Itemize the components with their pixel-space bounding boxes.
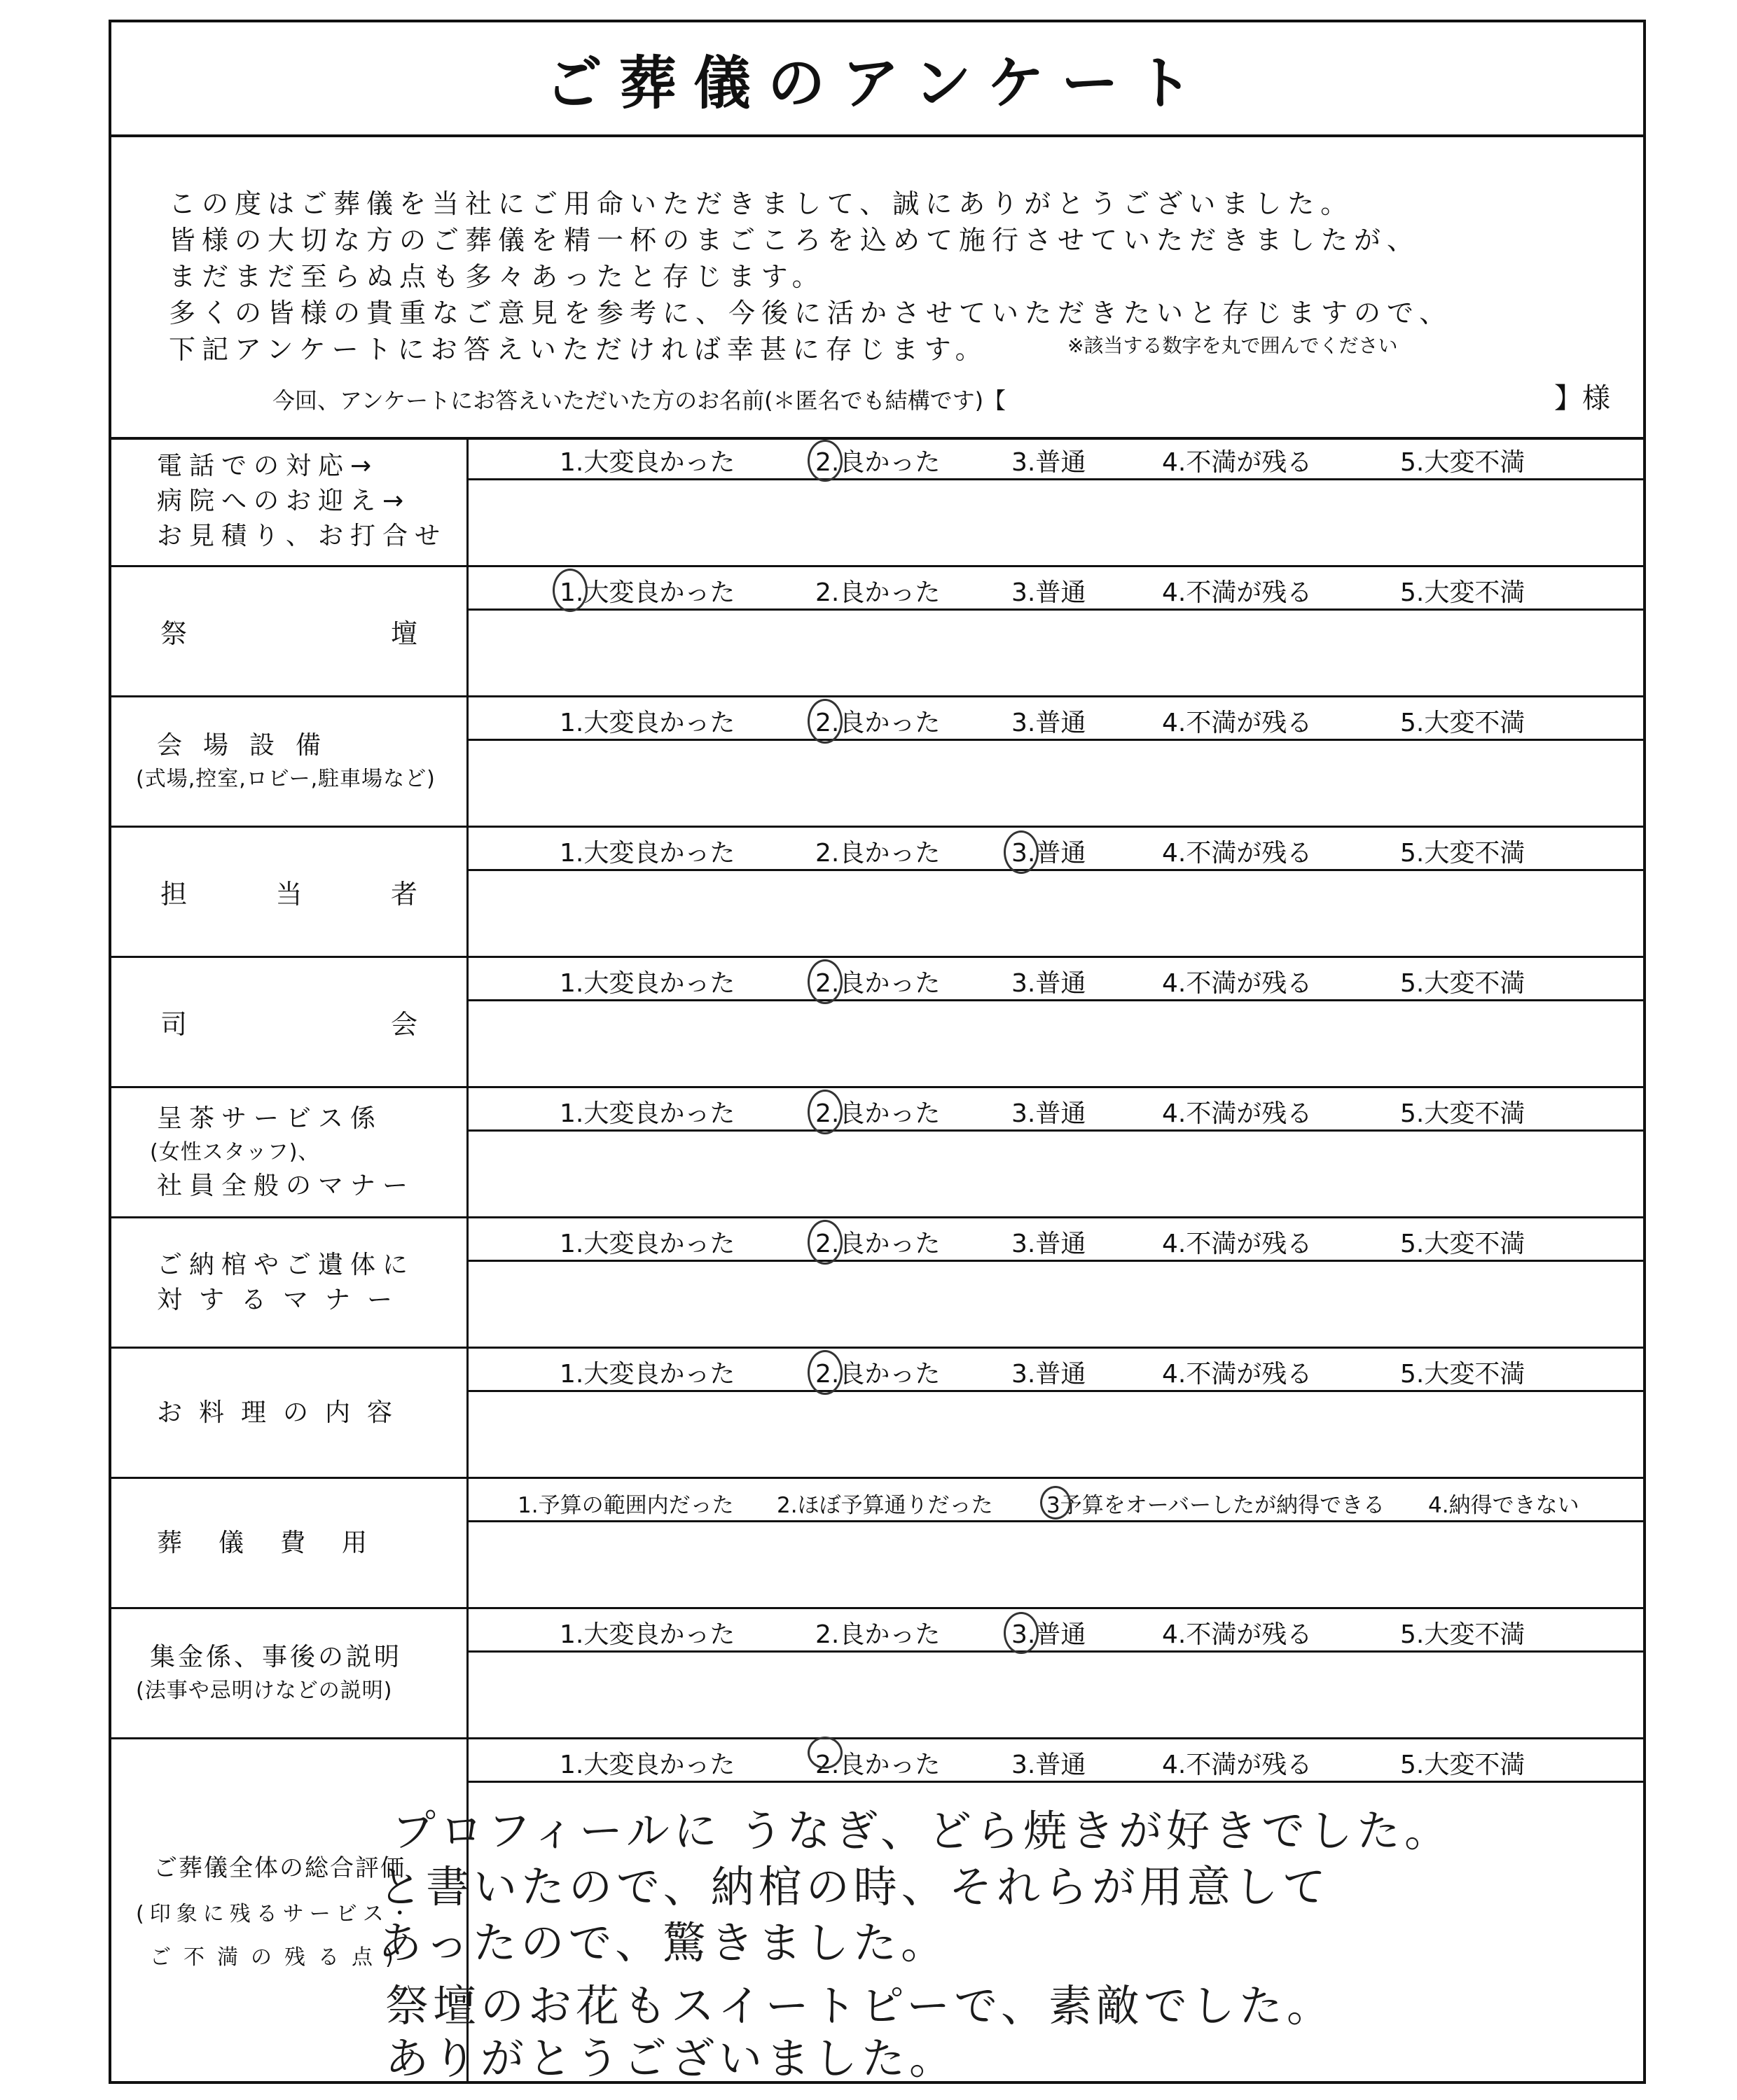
rating-options	[469, 958, 1643, 1001]
row-label-char: 祭	[160, 618, 188, 649]
row-label-line: お料理の内容	[157, 1398, 410, 1427]
rating-options	[469, 697, 1643, 741]
option-2[interactable]: 2.良かった	[815, 969, 941, 998]
option-4[interactable]: 4.不満が残る	[1162, 448, 1313, 477]
row-label-sub: (法事や忌明けなどの説明)	[136, 1678, 393, 1703]
row-label-char: 者	[390, 879, 417, 910]
option-4[interactable]: 4.不満が残る	[1162, 1751, 1313, 1779]
selected-circle	[1004, 1612, 1039, 1654]
survey-row-encoffining	[111, 1218, 1643, 1349]
option-2[interactable]: 2.良かった	[815, 1360, 941, 1389]
option-5[interactable]: 5.大変不満	[1400, 448, 1525, 477]
cost-option-1[interactable]: 1.予算の範囲内だった	[518, 1493, 734, 1518]
selected-circle	[553, 569, 588, 612]
option-1[interactable]: 1.大変良かった	[560, 1360, 735, 1389]
option-5[interactable]: 5.大変不満	[1400, 709, 1525, 737]
comment-line: プロフィールに うなぎ、どら焼きが好きでした。	[392, 1805, 1453, 1856]
row-label-sub: (印象に残るサービス・	[136, 1902, 416, 1926]
option-5[interactable]: 5.大変不満	[1400, 1751, 1525, 1779]
option-4[interactable]: 4.不満が残る	[1162, 1099, 1313, 1128]
page-title: ご葬儀のアンケート	[111, 22, 1643, 137]
survey-row-cost	[111, 1479, 1643, 1609]
row-label	[111, 1349, 469, 1477]
option-5[interactable]: 5.大変不満	[1400, 969, 1525, 998]
option-4[interactable]: 4.不満が残る	[1162, 1360, 1313, 1389]
option-3[interactable]: 3.普通	[1011, 578, 1086, 607]
comment-line: 祭壇のお花もスイートピーで、素敵でした。	[385, 1980, 1335, 2031]
option-2[interactable]: 2.良かった	[815, 578, 941, 607]
name-field-label: 今回、アンケートにお答えいただいた方のお名前(＊匿名でも結構です)【	[272, 387, 1006, 414]
survey-row-phone	[111, 437, 1643, 567]
intro-line: まだまだ至らぬ点も多々あったと存じます。	[169, 261, 825, 292]
row-label-line: 葬儀費用	[157, 1528, 404, 1557]
survey-row-staff	[111, 828, 1643, 958]
row-label-line: ご葬儀全体の総合評価	[153, 1854, 406, 1882]
intro-line: この度はご葬儀を当社にご用命いただきまして、誠にありがとうございました。	[169, 188, 1354, 219]
selected-circle	[808, 959, 843, 1004]
row-label-line: ご納棺やご遺体に	[157, 1250, 415, 1279]
row-label-line: 会場設備	[157, 730, 342, 760]
option-1[interactable]: 1.大変良かった	[560, 1751, 735, 1779]
comment-line: あったので、驚きました。	[378, 1917, 949, 1968]
option-1[interactable]: 1.大変良かった	[560, 1099, 735, 1128]
row-label	[111, 697, 469, 826]
row-label-char: 司	[160, 1009, 188, 1040]
selected-circle	[808, 1090, 843, 1134]
option-3[interactable]: 3.普通	[1011, 1751, 1086, 1779]
row-label-sub: (式場,控室,ロビー,駐車場など)	[136, 766, 436, 791]
option-2[interactable]: 2.良かった	[815, 839, 941, 868]
option-2[interactable]: 2.良かった	[815, 1751, 941, 1779]
row-label-sub: (女性スタッフ)、	[150, 1139, 320, 1164]
option-4[interactable]: 4.不満が残る	[1162, 709, 1313, 737]
row-label	[111, 567, 469, 695]
option-5[interactable]: 5.大変不満	[1400, 1099, 1525, 1128]
row-label-char: 会	[390, 1009, 417, 1040]
option-4[interactable]: 4.不満が残る	[1162, 1620, 1313, 1649]
intro-line: 皆様の大切な方のご葬儀を精一杯のまごころを込めて施行させていただきましたが、	[169, 225, 1420, 256]
option-5[interactable]: 5.大変不満	[1400, 1230, 1525, 1258]
option-3[interactable]: 3.普通	[1011, 1230, 1086, 1258]
survey-row-cuisine	[111, 1349, 1643, 1479]
intro-section	[111, 134, 1643, 440]
comment-line: ありがとうございました。	[385, 2033, 957, 2084]
option-3[interactable]: 3.普通	[1011, 1360, 1086, 1389]
rating-options	[469, 828, 1643, 871]
survey-row-billing	[111, 1609, 1643, 1739]
row-label	[111, 1609, 469, 1737]
option-4[interactable]: 4.不満が残る	[1162, 839, 1313, 868]
cost-options	[469, 1479, 1643, 1522]
row-label	[111, 958, 469, 1086]
row-label-char: 担	[160, 879, 188, 910]
row-label	[111, 437, 469, 565]
option-1[interactable]: 1.大変良かった	[560, 448, 735, 477]
option-2[interactable]: 2.良かった	[815, 1620, 941, 1649]
option-1[interactable]: 1.大変良かった	[560, 578, 735, 607]
option-2[interactable]: 2.良かった	[815, 448, 941, 477]
row-label	[111, 1218, 469, 1347]
row-label-line: 電話での対応→	[157, 451, 379, 480]
row-label-line: 呈茶サービス係	[157, 1104, 383, 1133]
selected-circle	[808, 1737, 843, 1769]
option-4[interactable]: 4.不満が残る	[1162, 578, 1313, 607]
survey-row-altar	[111, 567, 1643, 697]
option-4[interactable]: 4.不満が残る	[1162, 969, 1313, 998]
option-1[interactable]: 1.大変良かった	[560, 839, 735, 868]
option-3[interactable]: 3.普通	[1011, 709, 1086, 737]
option-3[interactable]: 3.普通	[1011, 1620, 1086, 1649]
option-3[interactable]: 3.普通	[1011, 448, 1086, 477]
row-label	[111, 828, 469, 956]
rating-options	[469, 1609, 1643, 1653]
row-label-char: 壇	[390, 618, 417, 649]
row-label-line: お見積り、お打合せ	[157, 521, 448, 550]
survey-row-mc	[111, 958, 1643, 1088]
option-3[interactable]: 3.普通	[1011, 969, 1086, 998]
rating-options	[469, 1739, 1643, 1783]
intro-line: 多くの皆様の貴重なご意見を参考に、今後に活かさせていただきたいと存じますので、	[169, 298, 1453, 328]
selected-circle	[1004, 830, 1039, 874]
intro-line: 下記アンケートにお答えいただければ幸甚に存じます。	[169, 334, 988, 365]
option-4[interactable]: 4.不満が残る	[1162, 1230, 1313, 1258]
row-label-line: 集金係、事後の説明	[150, 1642, 403, 1671]
row-label	[111, 1479, 469, 1607]
row-label-char: 当	[275, 879, 303, 910]
selected-circle	[808, 440, 843, 482]
option-3[interactable]: 3.普通	[1011, 839, 1086, 868]
selected-circle	[808, 1350, 843, 1395]
comment-area[interactable]	[378, 1796, 1583, 2084]
option-2[interactable]: 2.良かった	[815, 709, 941, 737]
option-1[interactable]: 1.大変良かった	[560, 1620, 735, 1649]
rating-options	[469, 437, 1643, 480]
row-label-sub: ご不満の残る点)	[150, 1945, 406, 1970]
selected-circle	[808, 699, 843, 744]
rating-options	[469, 1088, 1643, 1132]
cost-option-3[interactable]: 3予算をオーバーしたが納得できる	[1046, 1493, 1385, 1518]
row-label-line: 病院へのお迎え→	[157, 486, 411, 515]
survey-row-venue	[111, 697, 1643, 828]
rating-options	[469, 1349, 1643, 1392]
survey-form	[109, 20, 1646, 2084]
cost-option-2[interactable]: 2.ほぼ予算通りだった	[777, 1493, 993, 1518]
selected-circle	[808, 1220, 843, 1265]
row-label-line: 対するマナー	[157, 1285, 410, 1314]
survey-row-tea-service	[111, 1088, 1643, 1218]
option-5[interactable]: 5.大変不満	[1400, 839, 1525, 868]
comment-line: と書いたので、納棺の時、それらが用意して	[378, 1861, 1330, 1912]
row-label-line: 社員全般のマナー	[157, 1171, 415, 1200]
rating-options	[469, 1218, 1643, 1262]
option-1[interactable]: 1.大変良かった	[560, 709, 735, 737]
rating-options	[469, 567, 1643, 611]
selected-circle	[1040, 1486, 1071, 1520]
row-label	[111, 1088, 469, 1216]
option-5[interactable]: 5.大変不満	[1400, 1360, 1525, 1389]
option-2[interactable]: 2.良かった	[815, 1099, 941, 1128]
option-2[interactable]: 2.良かった	[815, 1230, 941, 1258]
cost-option-4[interactable]: 4.納得できない	[1428, 1493, 1579, 1518]
option-5[interactable]: 5.大変不満	[1400, 578, 1525, 607]
option-1[interactable]: 1.大変良かった	[560, 1230, 735, 1258]
option-3[interactable]: 3.普通	[1011, 1099, 1086, 1128]
instruction-note: ※該当する数字を丸で囲んでください	[1067, 334, 1398, 357]
name-field-suffix: 】様	[1554, 382, 1610, 415]
option-5[interactable]: 5.大変不満	[1400, 1620, 1525, 1649]
option-1[interactable]: 1.大変良かった	[560, 969, 735, 998]
